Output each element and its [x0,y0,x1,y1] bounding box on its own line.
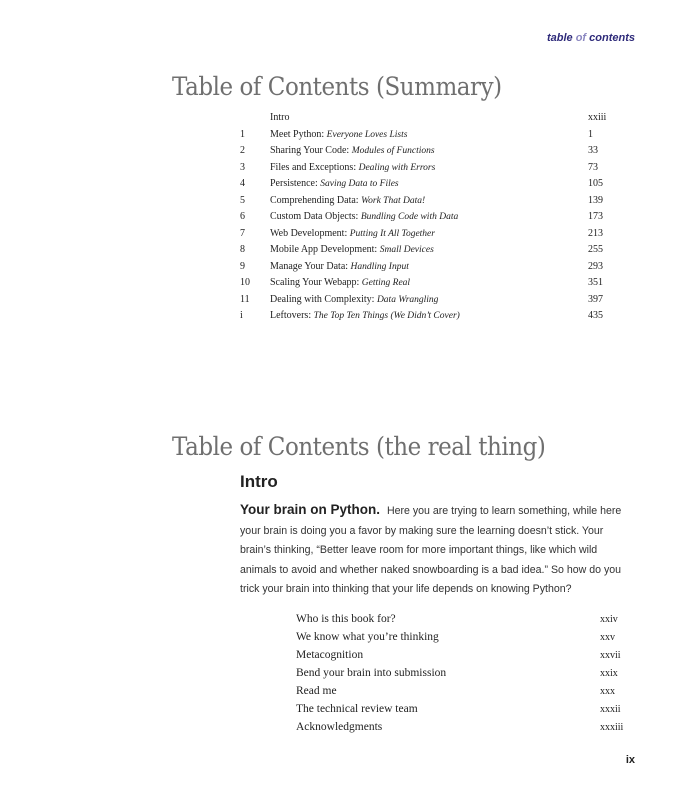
chapter-page: 435 [588,310,603,321]
chapter-number: 10 [240,277,250,288]
chapter-number: 6 [240,211,245,222]
chapter-title [270,261,409,272]
summary-row [236,242,616,259]
chapter-subtitle: The Top Ten Things (We Didn’t Cover) [313,311,460,321]
toc-entry-title: Read me [296,685,337,697]
chapter-main-title: Files and Exceptions: [270,161,357,173]
toc-entry-page: xxvii [600,650,621,661]
summary-row [236,308,616,325]
summary-title: Table of Contents (Summary) [172,72,502,101]
chapter-number: 8 [240,244,245,255]
chapter-subtitle: Data Wrangling [376,294,439,305]
chapter-main-title: Persistence: [270,178,318,189]
chapter-main-title: Sharing Your Code: [270,145,350,156]
chapter-title [270,112,289,123]
summary-row [236,127,616,144]
toc-entry [296,629,626,647]
chapter-number: 7 [240,227,245,239]
chapter-main-title: Mobile App Development: [270,244,378,255]
summary-row [236,259,616,276]
summary-row [236,209,616,226]
chapter-number: 5 [240,194,245,206]
chapter-main-title: Comprehending Data: [270,194,359,206]
toc-entry-title: The technical review team [296,703,418,715]
toc-entry-title: We know what you’re thinking [296,631,439,643]
chapter-page: 73 [588,161,598,173]
chapter-title [270,145,435,156]
chapter-number: 3 [240,161,245,173]
chapter-title [270,244,434,255]
toc-entry-title: Metacognition [296,649,364,661]
chapter-main-title: Intro [270,112,290,123]
chapter-subtitle: Bundling Code with Data [360,212,459,222]
chapter-subtitle: Modules of Functions [351,146,435,156]
chapter-page: 255 [588,244,603,255]
intro-paragraph [240,500,632,600]
chapter-page: 33 [588,145,598,156]
chapter-main-title: Custom Data Objects: [270,211,359,222]
summary-row [236,292,616,309]
chapter-title [270,294,438,305]
chapter-main-title: Scaling Your Webapp: [270,277,360,288]
chapter-page: 105 [588,178,603,189]
chapter-page: 173 [588,211,603,222]
toc-entry-title: Bend your brain into submission [296,667,447,679]
chapter-title [270,310,460,321]
intro-text: Here you are trying to learn something, while here your brain is doing you a favor by making sure the learning doesn’t stick. Your brain’s thinking, “Better leave room for more important things, like which wild animals to avoid and whether naked snowboarding is a bad idea.” So how do you trick your brain into thinking that your life depends on knowing Python? [240,505,622,595]
chapter-subtitle: Getting Real [361,278,411,288]
chapter-main-title: Dealing with Complexity: [270,293,375,305]
toc-entry-page: xxxiii [600,722,624,733]
toc-entry-page: xxix [600,668,618,679]
summary-table [236,110,616,325]
toc-entry-page: xxiv [600,614,618,625]
chapter-page: 293 [588,260,603,272]
chapter-page: 213 [588,227,603,239]
chapter-subtitle: Putting It All Together [349,228,435,239]
chapter-number: 9 [240,260,245,272]
chapter-subtitle: Handling Input [350,261,409,272]
chapter-number: 4 [240,178,245,189]
intro-heading: Intro [240,472,278,491]
chapter-title [270,211,458,222]
toc-entry [296,611,626,629]
chapter-main-title: Meet Python: [270,128,325,140]
toc-entry-page: xxx [600,686,615,697]
chapter-main-title: Leftovers: [270,310,312,321]
running-head-of: of [575,32,587,44]
chapter-page: xxiii [588,112,607,123]
real-title: Table of Contents (the real thing) [172,432,546,461]
running-head-table: table [546,32,573,44]
page-number: ix [625,754,635,766]
summary-row [236,275,616,292]
chapter-subtitle: Everyone Loves Lists [326,129,408,140]
toc-entry [296,665,626,683]
chapter-title [270,129,407,140]
toc-entry [296,647,626,665]
chapter-subtitle: Dealing with Errors [358,162,436,173]
summary-row [236,176,616,193]
chapter-main-title: Manage Your Data: [270,260,349,272]
summary-row [236,193,616,210]
chapter-title [270,228,435,239]
real-toc-list [296,611,626,737]
toc-entry-page: xxxii [600,704,621,715]
chapter-title [270,195,425,206]
toc-entry [296,683,626,701]
chapter-number: 2 [240,145,245,156]
chapter-page: 1 [588,128,593,140]
toc-entry-title: Who is this book for? [296,613,396,625]
running-head-contents: contents [589,32,635,44]
chapter-number: 11 [240,293,250,305]
toc-entry-page: xxv [600,632,615,643]
chapter-main-title: Web Development: [270,227,348,239]
chapter-page: 397 [588,293,603,305]
chapter-page: 351 [588,277,603,288]
toc-entry-title: Acknowledgments [296,721,383,733]
summary-row [236,160,616,177]
summary-row [236,143,616,160]
summary-row [236,110,616,127]
intro-lead: Your brain on Python. [240,502,380,517]
chapter-title [270,162,435,173]
chapter-subtitle: Saving Data to Files [320,179,399,189]
chapter-number: 1 [240,128,245,140]
chapter-subtitle: Small Devices [379,245,434,255]
chapter-subtitle: Work That Data! [361,195,426,206]
toc-entry [296,701,626,719]
toc-entry [296,719,626,737]
running-head [547,32,635,44]
summary-row [236,226,616,243]
chapter-number: i [240,310,243,321]
chapter-title [270,178,399,189]
chapter-title [270,277,410,288]
chapter-page: 139 [588,194,603,206]
